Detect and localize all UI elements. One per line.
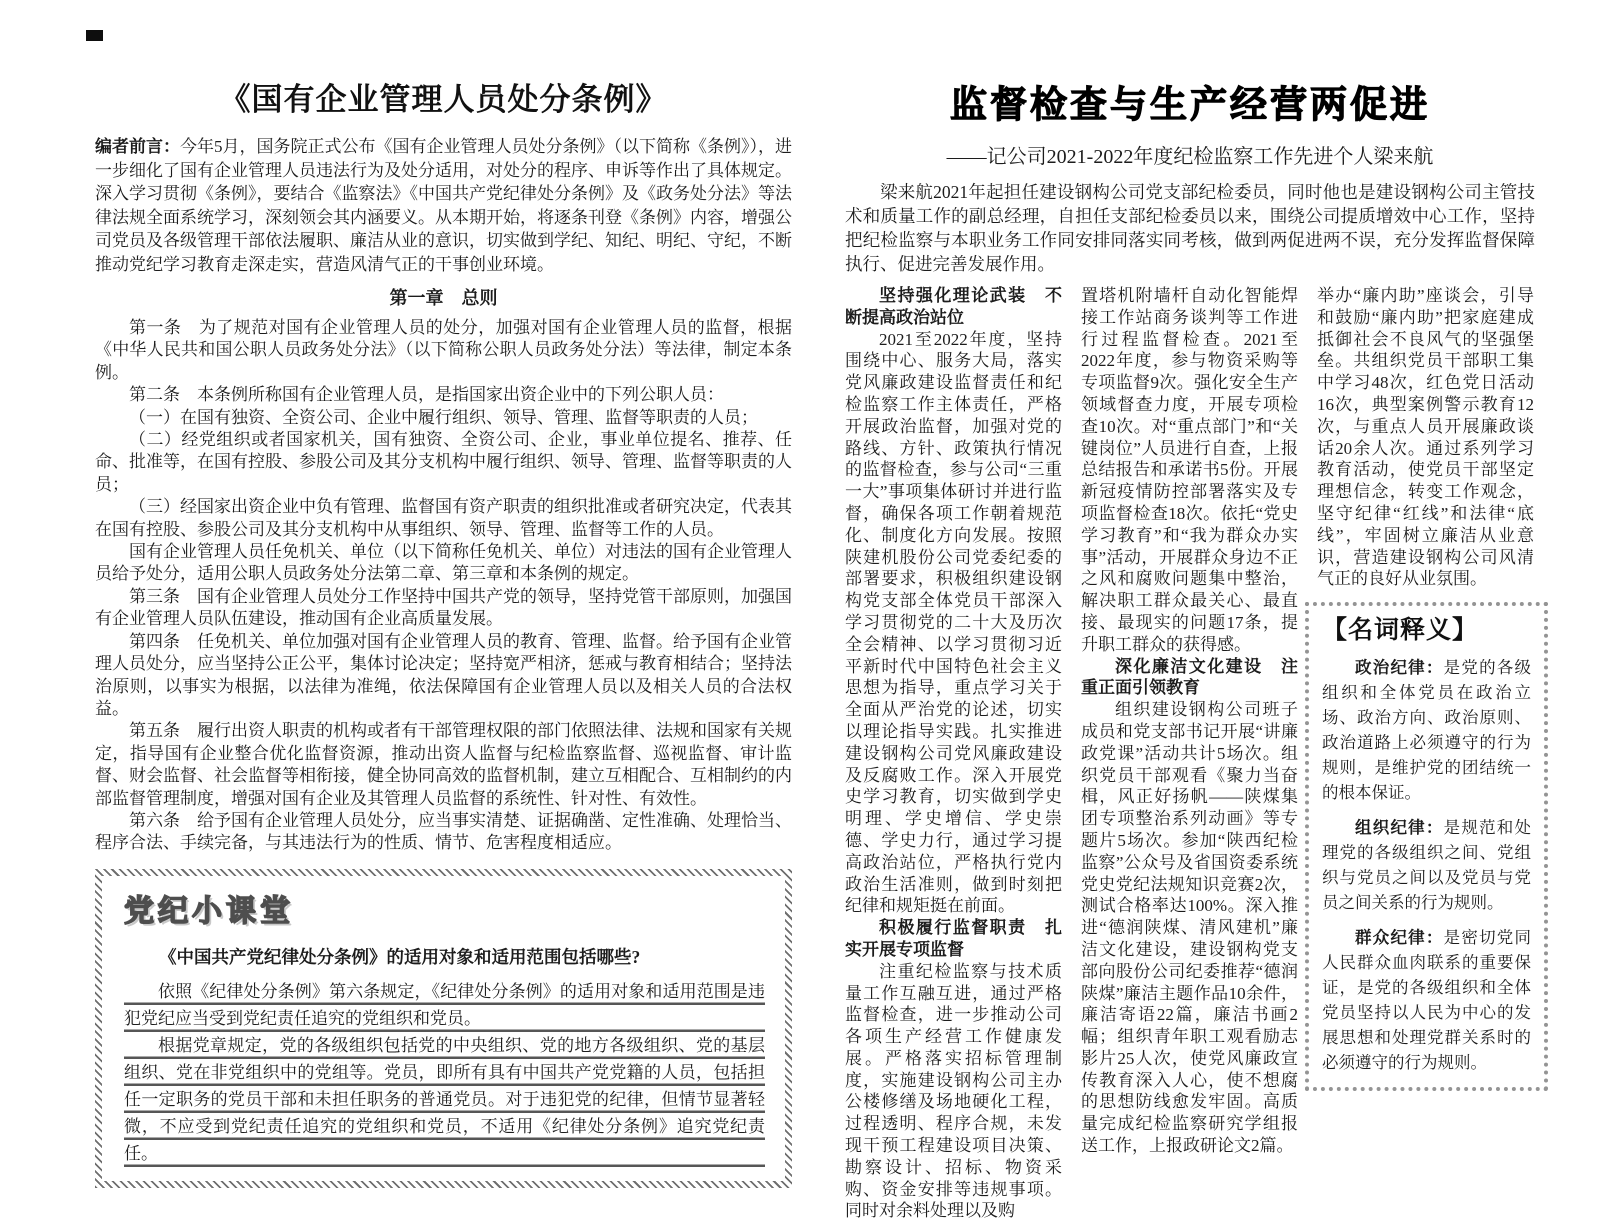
left-article-title: 《国有企业管理人员处分条例》: [219, 82, 668, 117]
article-paragraph-8: 第四条 任免机关、单位加强对国有企业管理人员的教育、管理、监督。给予国有企业管理人员处分，应当坚持公正公平，集体讨论决定；坚持宽严相济，惩戒与教育相结合；坚持法治原则，以事实为根据，以法律为准绳，依法保障国有企业管理人员以及相关人员的合法权益。: [95, 631, 792, 718]
article-paragraph-7: 第三条 国有企业管理人员处分工作坚持中国共产党的领导，坚持党管干部原则，加强国有企业管理人员队伍建设，推动国有企业高质量发展。: [95, 586, 792, 629]
right-article-subtitle: ——记公司2021-2022年度纪检监察工作先进个人梁来航: [946, 146, 1434, 168]
section-heading-1: 坚持强化理论武装 不断提高政治站位: [845, 286, 1062, 327]
section-heading-3: 深化廉洁文化建设 注重正面引领教育: [1081, 656, 1298, 698]
glossary-definition-1: 是党的各级组织和全体党员在政治立场、政治方向、政治原则、政治道路上必须遵守的行为规则，是维护党的团结统一的根本保证。: [1322, 658, 1532, 803]
editor-preface-label: 编者前言：: [95, 137, 180, 156]
section-paragraph-2-start: 注重纪检监察与技术质量工作互融互进，通过严格监督检查，进一步推动公司各项生产经营工作健康发展。严格落实招标管理制度，实施建设钢构公司主办公楼修缮及场地硬化工程，过程透明、程序合规，未发现干预工程建设项目决策、勘察设计、招标、物资采购、资金安排等违规事项。同时对余料处理以及购: [845, 961, 1062, 1221]
section-paragraph-1: 2021至2022年度，坚持围绕中心、服务大局，落实党风廉政建设监督责任和纪检监察工作主体责任，严格开展政治监督，加强对党的路线、方针、政策执行情况的监督检查，参与公司“三重一大”事项集体研讨并进行监督，确保各项工作朝着规范化、制度化方向发展。按照陕建机股份公司党委纪委的部署要求，积极组织建设钢构党支部全体党员干部深入学习贯彻党的二十大及历次全会精神、以学习贯彻习近平新时代中国特色社会主义思想为指导，重点学习关于全面从严治党的论述，切实以理论指导实践。扎实推进建设钢构公司党风廉政建设及反腐败工作。深入开展党史学习教育，切实做到学史明理、学史增信、学史崇德、学史力行，通过学习提高政治站位，严格执行党内政治生活准则，做到时刻把纪律和规矩挺在前面。: [845, 329, 1062, 916]
article-paragraph-6: 国有企业管理人员任免机关、单位（以下简称任免机关、单位）对违法的国有企业管理人员给予处分，适用公职人员政务处分法第二章、第三章和本条例的规定。: [95, 542, 792, 584]
party-discipline-classroom-box: [95, 869, 792, 1188]
glossary-definition-3: 是密切党同人民群众血肉联系的重要保证，是党的各级组织和全体党员坚持以人民为中心的发展思想和处理党群关系时的必须遵守的行为规则。: [1322, 928, 1532, 1073]
classroom-question: 《中国共产党纪律处分条例》的适用对象和适用范围包括哪些?: [159, 946, 641, 967]
glossary-entry-organizational-discipline: [1322, 815, 1531, 915]
glossary-term-1: 政治纪律：: [1355, 658, 1444, 678]
print-registration-mark: [86, 30, 103, 41]
chapter-heading: 第一章 总则: [389, 288, 498, 308]
article-paragraph-1: 第一条 为了规范对国有企业管理人员的处分，加强对国有企业管理人员的监督，根据《中华人民共和国公职人员政务处分法》（以下简称公职人员政务处分法）等法律，制定本条例。: [95, 318, 792, 382]
right-page: [845, 74, 1535, 1222]
glossary-title: 【名词释义】: [1322, 616, 1479, 645]
article-paragraph-2: 第二条 本条例所称国有企业管理人员，是指国家出资企业中的下列公职人员：: [129, 385, 724, 405]
right-article-columns: [845, 285, 1535, 1222]
party-discipline-classroom-title: 党纪小课堂: [124, 894, 294, 928]
glossary-term-3: 群众纪律：: [1355, 928, 1444, 948]
article-paragraph-5: （三）经国家出资企业中负有管理、监督国有资产职责的组织批准或者研究决定，代表其在国有控股、参股公司及其分支机构中从事组织、领导、管理、监督等工作的人员。: [95, 497, 792, 539]
article-paragraph-10: 第六条 给予国有企业管理人员处分，应当事实清楚、证据确凿、定性准确、处理恰当、程序合法、手续完备，与其违法行为的性质、情节、危害程度相适应。: [95, 810, 792, 853]
section-paragraph-3-end: 举办“廉内助”座谈会，引导和鼓励“廉内助”把家庭建成抵御社会不良风气的坚强堡垒。共组织党员干部职工集中学习48次，红色党日活动16次，典型案例警示教育12次，与重点人员开展廉政谈话20余人次。通过系列学习教育活动，使党员干部坚定理想信念，转变工作观念，坚守纪律“红线”和法律“底线”，牢固树立廉洁从业意识，营造建设钢构公司风清气正的良好从业氛围。: [1317, 286, 1534, 589]
left-page: [95, 74, 792, 1188]
glossary-definition-2: 是规范和处理党的各级组织之间、党组织与党员之间以及党员与党员之间关系的行为规则。: [1322, 818, 1532, 913]
classroom-answer-2: 根据党章规定，党的各级组织包括党的中央组织、党的地方各级组织、党的基层组织、党在非党组织中的党组等。党员，即所有具有中国共产党党籍的人员，包括担任一定职务的党员干部和未担任职务的普通党员。对于违犯党的纪律，但情节显著轻微，不应受到党纪责任追究的党组织和党员，不适用《纪律处分条例》追究党纪责任。: [124, 1035, 765, 1163]
article-paragraph-4: （二）经党组织或者国家机关，国有独资、全资公司、企业，事业单位提名、推荐、任命、批准等，在国有控股、参股公司及其分支机构中履行组织、领导、管理、监督等职责的人员；: [95, 430, 792, 494]
glossary-entry-political-discipline: [1322, 655, 1531, 805]
right-article-intro: 梁来航2021年起担任建设钢构公司党支部纪检委员，同时他也是建设钢构公司主管技术和质量工作的副总经理，自担任支部纪检委员以来，围绕公司提质增效中心工作，坚持把纪检监察与本职业务工作同安排同落实同考核，做到两促进两不误，充分发挥监督保障执行、促进完善发展作用。: [845, 182, 1535, 274]
section-paragraph-3-start: 组织建设钢构公司班子成员和党支部书记开展“讲廉政党课”活动共计5场次。组织党员干部观看《聚力当奋楫，风正好扬帆——陕煤集团专项整治系列动画》等专题片5场次。参加“陕西纪检监察”公众号及省国资委系统党史党纪法规知识竞赛2次，测试合格率达100%。深入推进“德润陕煤、清风建机”廉洁文化建设，建设钢构党支部向股份公司纪委推荐“德润陕煤”廉洁主题作品10余件，廉洁寄语22篇，廉洁书画2幅；组织青年职工观看励志影片25人次，使党风廉政宣传教育深入人心，使不想腐的思想防线愈发牢固。高质量完成纪检监察研究学组报送工作，上报政研论文2篇。: [1081, 700, 1298, 1156]
section-heading-2: 积极履行监督职责 扎实开展专项监督: [845, 918, 1062, 959]
classroom-answer-1: 依照《纪律处分条例》第六条规定，《纪律处分条例》的适用对象和适用范围是违犯党纪应当受到党纪责任追究的党组织和党员。: [124, 981, 765, 1028]
right-article-title: 监督检查与生产经营两促进: [950, 84, 1430, 125]
column-3: [1317, 285, 1534, 1091]
section-paragraph-2-end: 置塔机附墙杆自动化智能焊接工作站商务谈判等工作进行过程监督检查。2021至2022年度，参与物资采购等专项监督9次。强化安全生产领域督查力度，开展专项检查10次。对“重点部门”和“关键岗位”人员进行自查，上报总结报告和承诺书5份。开展新冠疫情防控部署落实及专项监督检查18次。依托“党史学习教育”和“我为群众办实事”活动，开展群众身边不正之风和腐败问题集中整治，解决职工群众最关心、最直接、最现实的问题17条，提升职工群众的获得感。: [1081, 286, 1298, 654]
column-1: [845, 285, 1062, 1222]
glossary-box: [1305, 602, 1548, 1091]
editor-preface: [95, 135, 792, 276]
glossary-entry-mass-discipline: [1322, 925, 1531, 1075]
column-2: [1081, 285, 1298, 1157]
editor-preface-text: 今年5月，国务院正式公布《国有企业管理人员处分条例》（以下简称《条例》），进一步细化了国有企业管理人员违法行为及处分适用，对处分的程序、申诉等作出了具体规定。深入学习贯彻《条例》，要结合《监察法》《中国共产党纪律处分条例》及《政务处分法》等法律法规全面系统学习，深刻领会其内涵要义。从本期开始，将逐条刊登《条例》内容，增强公司党员及各级管理干部依法履职、廉洁从业的意识，切实做到学纪、知纪、明纪、守纪，不断推动党纪学习教育走深走实，营造风清气正的干事创业环境。: [95, 137, 792, 274]
glossary-term-2: 组织纪律：: [1355, 818, 1444, 838]
article-paragraph-9: 第五条 履行出资人职责的机构或者有干部管理权限的部门依照法律、法规和国家有关规定，指导国有企业整合优化监督资源，推动出资人监督与纪检监察监督、巡视监督、审计监督、财会监督、社会监督等相衔接，健全协同高效的监督机制，建立互相配合、互相制约的内部监督管理制度，增强对国有企业及其管理人员监督的系统性、针对性、有效性。: [95, 721, 792, 808]
article-paragraph-3: （一）在国有独资、全资公司、企业中履行组织、领导、管理、监督等职责的人员；: [129, 407, 758, 427]
classroom-answers: [124, 978, 765, 1167]
